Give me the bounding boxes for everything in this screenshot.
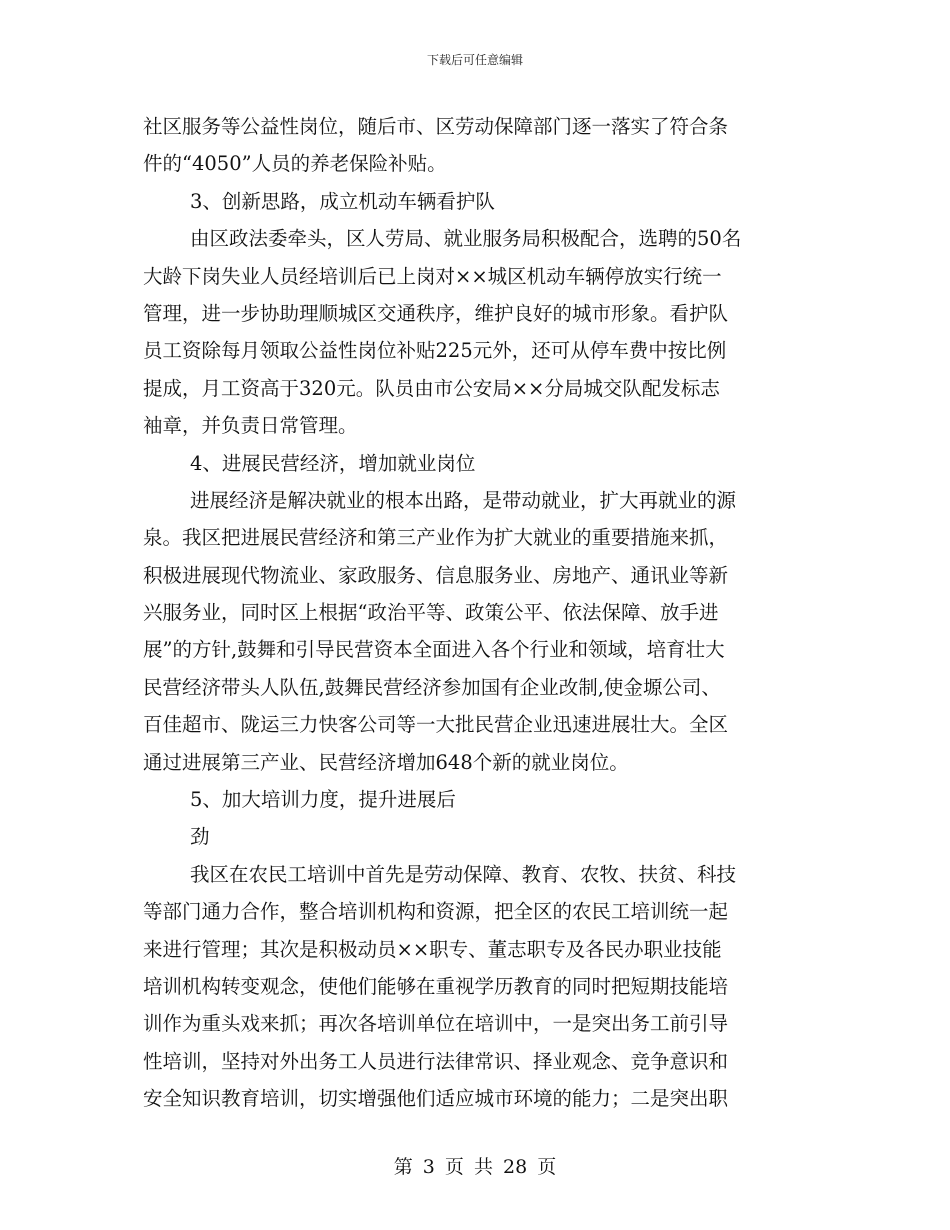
text-line: 我区在农民工培训中首先是劳动保障、教育、农牧、扶贫、科技 xyxy=(190,862,737,886)
text-line: 民营经济带头人队伍,鼓舞民营经济参加国有企业改制,使金塬公司、 xyxy=(143,675,721,699)
text-line: 等部门通力合作，整合培训机构和资源，把全区的农民工培训统一起 xyxy=(143,900,729,924)
text-line: 袖章，并负责日常管理。 xyxy=(143,414,358,438)
text-line: 展”的方针,鼓舞和引导民营资本全面进入各个行业和领域，培育壮大 xyxy=(143,638,725,662)
page-header: 下载后可任意编辑 xyxy=(426,53,523,67)
text-line: 管理，进一步协助理顺城区交通秩序，维护良好的城市形象。看护队 xyxy=(143,301,729,325)
section-heading: 4、进展民营经济，增加就业岗位 xyxy=(190,451,476,475)
page-footer: 第 3 页 共 28 页 xyxy=(393,1156,557,1178)
text-line: 社区服务等公益性岗位，随后市、区劳动保障部门逐一落实了符合条 xyxy=(143,115,729,138)
text-line: 安全知识教育培训，切实增强他们适应城市环境的能力；二是突出职 xyxy=(143,1087,729,1111)
text-line: 兴服务业，同时区上根据“政治平等、政策公平、依法保障、放手进 xyxy=(143,601,719,625)
text-line: 百佳超市、陇运三力快客公司等一大批民营企业迅速进展壮大。全区 xyxy=(143,713,729,737)
text-line: 泉。我区把进展民营经济和第三产业作为扩大就业的重要措施来抓， xyxy=(143,526,729,550)
section-heading: 劲 xyxy=(190,825,210,849)
text-line: 提成，月工资高于320元。队员由市公安局××分局城交队配发标志 xyxy=(143,376,720,400)
text-line: 来进行管理；其次是积极动员××职专、董志职专及各民办职业技能 xyxy=(143,937,722,961)
text-line: 培训机构转变观念，使他们能够在重视学历教育的同时把短期技能培 xyxy=(143,974,729,998)
text-line: 大龄下岗失业人员经培训后已上岗对××城区机动车辆停放实行统一 xyxy=(143,264,722,288)
section-heading: 5、加大培训力度，提升进展后 xyxy=(190,788,456,812)
text-line: 员工资除每月领取公益性岗位补贴225元外，还可从停车费中按比例 xyxy=(143,339,727,363)
text-line: 通过进展第三产业、民营经济增加648个新的就业岗位。 xyxy=(143,750,629,774)
text-line: 性培训，坚持对外出务工人员进行法律常识、择业观念、竞争意识和 xyxy=(143,1049,729,1073)
text-line: 进展经济是解决就业的根本出路，是带动就业，扩大再就业的源 xyxy=(190,488,737,512)
text-line: 件的“4050”人员的养老保险补贴。 xyxy=(143,152,447,176)
text-line: 积极进展现代物流业、家政服务、信息服务业、房地产、通讯业等新 xyxy=(143,563,729,587)
document-body xyxy=(143,108,807,1118)
text-line: 训作为重头戏来抓；再次各培训单位在培训中，一是突出务工前引导 xyxy=(143,1012,729,1036)
text-line: 由区政法委牵头，区人劳局、就业服务局积极配合，选聘的50名 xyxy=(190,227,742,251)
section-heading: 3、创新思路，成立机动车辆看护队 xyxy=(190,189,495,213)
